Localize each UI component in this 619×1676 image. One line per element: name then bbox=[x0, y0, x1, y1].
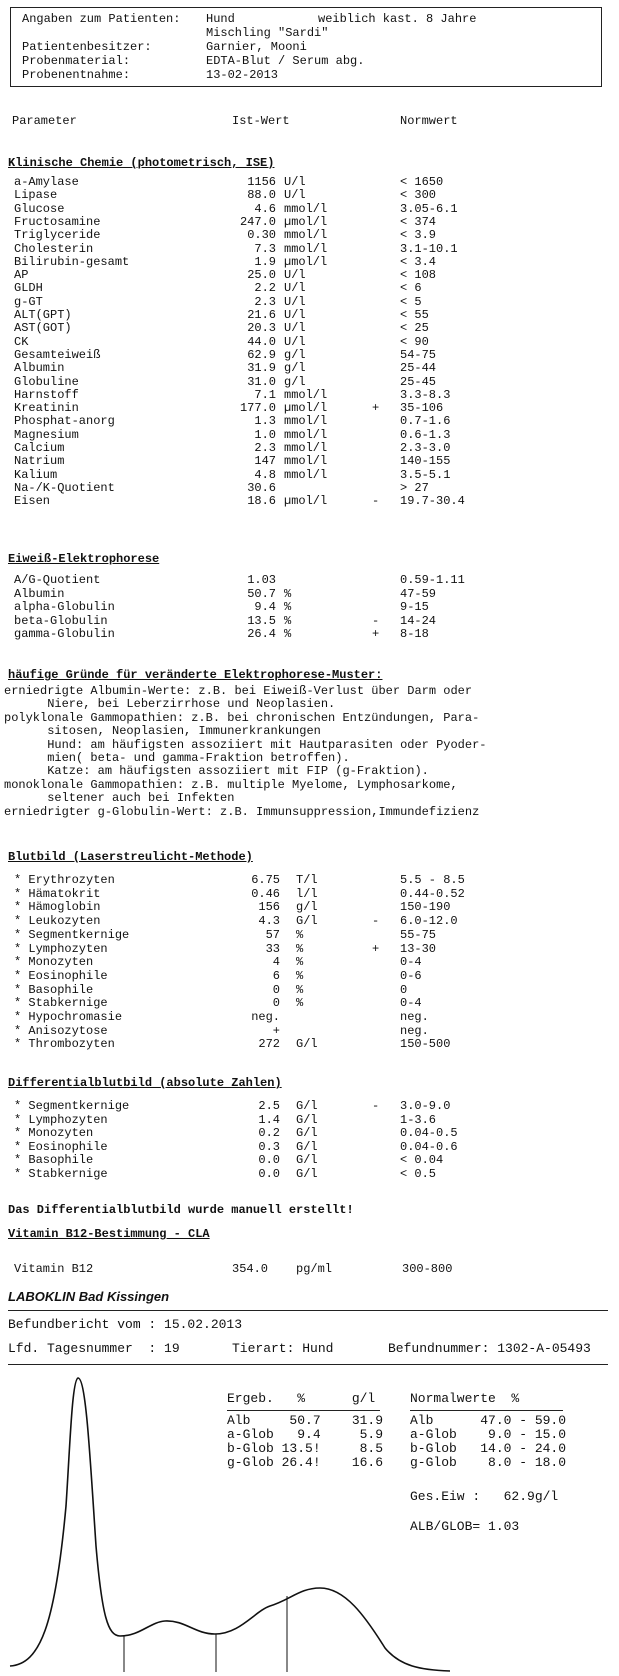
param-value: 6 bbox=[272, 968, 280, 983]
param-value: 26.4 bbox=[247, 627, 276, 641]
param-unit: g/l bbox=[284, 347, 306, 362]
param-unit: mmol/l bbox=[284, 201, 328, 216]
param-name: * Lymphozyten bbox=[14, 941, 108, 956]
param-unit: G/l bbox=[296, 1099, 318, 1113]
param-name: * Monozyten bbox=[14, 1126, 94, 1140]
param-name: AP bbox=[14, 268, 29, 283]
param-name: Natrium bbox=[14, 454, 65, 469]
param-unit: G/l bbox=[296, 1139, 318, 1154]
param-ref: 54-75 bbox=[400, 347, 437, 362]
param-value: 50.7 bbox=[247, 586, 276, 601]
param-value: 9.4 bbox=[254, 600, 276, 614]
param-unit: g/l bbox=[284, 361, 306, 376]
param-flag: + bbox=[372, 941, 380, 956]
param-ref: 0.6-1.3 bbox=[400, 427, 451, 442]
section-title-chemistry: Klinische Chemie (photometrisch, ISE) bbox=[8, 156, 275, 170]
epg-norm-underline bbox=[410, 1410, 563, 1411]
param-value: 31.9 bbox=[247, 361, 276, 376]
param-ref: < 0.04 bbox=[400, 1153, 444, 1167]
param-ref: > 27 bbox=[400, 480, 429, 495]
param-unit: % bbox=[284, 613, 292, 628]
param-value: 2.5 bbox=[258, 1099, 280, 1113]
param-flag: + bbox=[372, 401, 380, 416]
param-value: 1.9 bbox=[254, 254, 276, 269]
param-value: 0.0 bbox=[258, 1166, 280, 1181]
param-ref: 8-18 bbox=[400, 627, 429, 641]
param-ref: 140-155 bbox=[400, 454, 451, 469]
owner-label: Patientenbesitzer: bbox=[22, 40, 152, 54]
epg-norm-row: a-Glob 9.0 - 15.0 bbox=[410, 1427, 567, 1442]
param-name: * Erythrozyten bbox=[14, 873, 115, 887]
param-value: 44.0 bbox=[247, 334, 276, 349]
param-value: 4 bbox=[272, 955, 280, 970]
param-ref: < 108 bbox=[400, 268, 437, 283]
reason-line: seltener auch bei Infekten bbox=[4, 791, 235, 806]
param-name: Magnesium bbox=[14, 427, 79, 442]
param-ref: 25-45 bbox=[400, 374, 437, 389]
report-number: Befundnummer: 1302-A-05493 bbox=[388, 1341, 591, 1356]
param-value: 0.3 bbox=[258, 1139, 280, 1154]
param-name: * Eosinophile bbox=[14, 1139, 108, 1154]
param-value: 147 bbox=[254, 454, 276, 469]
param-ref: 0.04-0.5 bbox=[400, 1126, 458, 1140]
param-value: 1.0 bbox=[254, 427, 276, 442]
epg-norm-row: Alb 47.0 - 59.0 bbox=[410, 1413, 567, 1428]
reason-line: monoklonale Gammopathien: z.B. multiple Myelome, Lymphosarkome, bbox=[4, 777, 458, 792]
section-title-blood-count: Blutbild (Laserstreulicht-Methode) bbox=[8, 850, 253, 864]
param-unit: g/l bbox=[284, 374, 306, 389]
param-name: CK bbox=[14, 334, 29, 349]
param-ref: 1-3.6 bbox=[400, 1112, 437, 1127]
param-ref: < 1650 bbox=[400, 175, 444, 189]
param-name: Lipase bbox=[14, 188, 58, 203]
patient-label: Angaben zum Patienten: bbox=[22, 12, 181, 26]
param-ref: 9-15 bbox=[400, 600, 429, 614]
param-name: Bilirubin-gesamt bbox=[14, 254, 130, 269]
param-value: 30.6 bbox=[247, 480, 276, 495]
epg-total-protein: Ges.Eiw : 62.9g/l bbox=[410, 1489, 559, 1504]
param-ref: < 5 bbox=[400, 294, 422, 309]
vitamin-value: 354.0 bbox=[232, 1262, 269, 1276]
param-name: * Anisozytose bbox=[14, 1023, 108, 1038]
material-label: Probenmaterial: bbox=[22, 54, 131, 68]
report-divider-2 bbox=[8, 1364, 608, 1365]
report-animal: Tierart: Hund bbox=[232, 1341, 334, 1356]
param-value: 0 bbox=[272, 996, 280, 1011]
reason-line: Hund: am häufigsten assoziiert mit Hautparasiten oder Pyoder- bbox=[4, 737, 487, 752]
param-ref: 0-4 bbox=[400, 996, 422, 1011]
param-unit: % bbox=[284, 586, 292, 601]
param-ref: 3.0-9.0 bbox=[400, 1099, 451, 1113]
param-name: Kreatinin bbox=[14, 401, 79, 416]
param-unit: G/l bbox=[296, 1166, 318, 1181]
param-value: 247.0 bbox=[239, 214, 276, 229]
param-unit: % bbox=[296, 968, 304, 983]
epg-norm-row: g-Glob 8.0 - 18.0 bbox=[410, 1455, 567, 1470]
param-ref: 3.3-8.3 bbox=[400, 387, 451, 402]
param-name: Triglyceride bbox=[14, 228, 101, 243]
param-ref: 3.5-5.1 bbox=[400, 467, 451, 482]
param-name: Cholesterin bbox=[14, 241, 94, 256]
param-name: Fructosamine bbox=[14, 214, 101, 229]
material-value: EDTA-Blut / Serum abg. bbox=[206, 54, 365, 68]
param-name: alpha-Globulin bbox=[14, 600, 115, 614]
param-name: * Basophile bbox=[14, 982, 94, 997]
param-ref: 0-6 bbox=[400, 968, 422, 983]
section-title-reasons: häufige Gründe für veränderte Elektrophorese-Muster: bbox=[8, 668, 383, 682]
param-name: Albumin bbox=[14, 361, 65, 376]
param-name: Glucose bbox=[14, 201, 65, 216]
param-unit: U/l bbox=[284, 188, 306, 203]
param-ref: 0.7-1.6 bbox=[400, 414, 451, 429]
patient-breed-name: Mischling "Sardi" bbox=[206, 26, 329, 40]
param-value: 18.6 bbox=[247, 494, 276, 509]
param-name: * Hämatokrit bbox=[14, 886, 101, 901]
param-value: 21.6 bbox=[247, 308, 276, 322]
report-day-number: Lfd. Tagesnummer : 19 bbox=[8, 1341, 180, 1356]
param-value: 0 bbox=[272, 982, 280, 997]
param-value: 57 bbox=[265, 927, 280, 942]
param-name: Calcium bbox=[14, 441, 65, 455]
param-ref: 13-30 bbox=[400, 941, 437, 956]
param-ref: 35-106 bbox=[400, 401, 444, 416]
param-value: 0.0 bbox=[258, 1153, 280, 1167]
param-unit: µmol/l bbox=[284, 401, 328, 416]
param-name: gamma-Globulin bbox=[14, 627, 115, 641]
param-unit: G/l bbox=[296, 1126, 318, 1140]
epg-norm-row: b-Glob 14.0 - 24.0 bbox=[410, 1441, 567, 1456]
report-date: Befundbericht vom : 15.02.2013 bbox=[8, 1317, 243, 1332]
reason-line: mien( beta- und gamma-Fraktion betroffen). bbox=[4, 751, 350, 765]
param-ref: < 25 bbox=[400, 321, 429, 336]
param-name: Phosphat-anorg bbox=[14, 414, 115, 429]
param-name: * Segmentkernige bbox=[14, 1099, 130, 1113]
param-unit: % bbox=[284, 600, 292, 614]
epg-ag-ratio: ALB/GLOB= 1.03 bbox=[410, 1519, 520, 1534]
param-value: 2.3 bbox=[254, 441, 276, 455]
param-value: 4.3 bbox=[258, 914, 280, 929]
param-unit: % bbox=[296, 927, 304, 942]
param-name: * Stabkernige bbox=[14, 1166, 108, 1181]
param-value: 1156 bbox=[247, 175, 276, 189]
epg-result-underline bbox=[227, 1410, 380, 1411]
param-value: 25.0 bbox=[247, 268, 276, 283]
param-value: + bbox=[272, 1023, 280, 1038]
param-ref: 3.05-6.1 bbox=[400, 201, 458, 216]
report-divider bbox=[8, 1310, 608, 1311]
sample-date-value: 13-02-2013 bbox=[206, 68, 279, 82]
param-unit: g/l bbox=[296, 900, 318, 915]
param-unit: G/l bbox=[296, 914, 318, 929]
param-ref: < 3.9 bbox=[400, 228, 437, 243]
param-ref: 150-500 bbox=[400, 1037, 451, 1052]
param-unit: T/l bbox=[296, 873, 318, 887]
param-unit: G/l bbox=[296, 1153, 318, 1167]
param-name: beta-Globulin bbox=[14, 613, 108, 628]
vitamin-name: Vitamin B12 bbox=[14, 1262, 94, 1276]
param-flag: - bbox=[372, 613, 380, 628]
column-parameter: Parameter bbox=[12, 114, 77, 128]
param-unit: U/l bbox=[284, 334, 306, 349]
param-unit: U/l bbox=[284, 281, 306, 296]
patient-species: Hund bbox=[206, 12, 235, 26]
param-ref: 25-44 bbox=[400, 361, 437, 376]
param-unit: % bbox=[296, 955, 304, 970]
param-name: * Stabkernige bbox=[14, 996, 108, 1011]
param-unit: U/l bbox=[284, 175, 306, 189]
param-flag: + bbox=[372, 627, 380, 641]
section-title-electrophoresis: Eiweiß-Elektrophorese bbox=[8, 552, 160, 566]
reason-line: erniedrigter g-Globulin-Wert: z.B. Immunsuppression,Immundefizienz bbox=[4, 804, 480, 819]
owner-name: Garnier, Mooni bbox=[206, 40, 307, 54]
reason-line: polyklonale Gammopathien: z.B. bei chronischen Entzündungen, Para- bbox=[4, 710, 480, 725]
param-ref: < 374 bbox=[400, 214, 437, 229]
param-name: * Leukozyten bbox=[14, 914, 101, 929]
param-ref: 14-24 bbox=[400, 613, 437, 628]
sample-date-label: Probenentnahme: bbox=[22, 68, 131, 82]
param-unit: U/l bbox=[284, 321, 306, 336]
param-value: 156 bbox=[258, 900, 280, 915]
param-ref: 0.44-0.52 bbox=[400, 886, 465, 901]
param-flag: - bbox=[372, 1099, 380, 1113]
epg-result-header: Ergeb. % g/l bbox=[227, 1391, 376, 1406]
param-unit: mmol/l bbox=[284, 427, 328, 442]
section-title-vitamin: Vitamin B12-Bestimmung - CLA bbox=[8, 1227, 210, 1241]
param-value: 2.3 bbox=[254, 294, 276, 309]
param-unit: U/l bbox=[284, 294, 306, 309]
param-value: 33 bbox=[265, 941, 280, 956]
param-name: * Hypochromasie bbox=[14, 1010, 123, 1024]
param-unit: l/l bbox=[296, 886, 318, 901]
param-name: Na-/K-Quotient bbox=[14, 480, 115, 495]
param-name: * Hämoglobin bbox=[14, 900, 101, 915]
param-ref: 19.7-30.4 bbox=[400, 494, 465, 509]
param-unit: mmol/l bbox=[284, 454, 328, 469]
param-value: 6.75 bbox=[251, 873, 280, 887]
param-value: 2.2 bbox=[254, 281, 276, 296]
column-actual-value: Ist-Wert bbox=[232, 114, 290, 128]
reason-line: sitosen, Neoplasien, Immunerkrankungen bbox=[4, 724, 321, 739]
param-name: a-Amylase bbox=[14, 175, 79, 189]
param-value: 7.1 bbox=[254, 387, 276, 402]
param-value: 31.0 bbox=[247, 374, 276, 389]
patient-sex-age: weiblich kast. 8 Jahre bbox=[318, 12, 477, 26]
epg-result-row: a-Glob 9.4 5.9 bbox=[227, 1427, 384, 1442]
param-unit: % bbox=[296, 941, 304, 956]
param-unit: mmol/l bbox=[284, 228, 328, 243]
param-ref: 6.0-12.0 bbox=[400, 914, 458, 929]
param-unit: µmol/l bbox=[284, 254, 328, 269]
param-name: g-GT bbox=[14, 294, 43, 309]
param-name: AST(GOT) bbox=[14, 321, 72, 336]
param-name: Gesamteiweiß bbox=[14, 347, 101, 362]
lab-name: LABOKLIN Bad Kissingen bbox=[8, 1289, 170, 1304]
param-unit: mmol/l bbox=[284, 414, 328, 429]
param-value: 62.9 bbox=[247, 347, 276, 362]
param-ref: 2.3-3.0 bbox=[400, 441, 451, 455]
param-name: GLDH bbox=[14, 281, 43, 296]
section-title-differential: Differentialblutbild (absolute Zahlen) bbox=[8, 1076, 282, 1090]
column-normal-value: Normwert bbox=[400, 114, 458, 128]
param-name: Harnstoff bbox=[14, 387, 79, 402]
param-value: 0.46 bbox=[251, 886, 280, 901]
param-unit: U/l bbox=[284, 268, 306, 283]
param-name: * Lymphozyten bbox=[14, 1112, 108, 1127]
param-ref: 5.5 - 8.5 bbox=[400, 873, 465, 887]
param-ref: 3.1-10.1 bbox=[400, 241, 458, 256]
reason-line: erniedrigte Albumin-Werte: z.B. bei Eiweiß-Verlust über Darm oder bbox=[4, 684, 473, 698]
param-value: 1.3 bbox=[254, 414, 276, 429]
param-unit: U/l bbox=[284, 308, 306, 322]
param-ref: < 6 bbox=[400, 281, 422, 296]
param-value: 20.3 bbox=[247, 321, 276, 336]
param-value: 4.8 bbox=[254, 467, 276, 482]
param-ref: < 300 bbox=[400, 188, 437, 203]
param-name: Globuline bbox=[14, 374, 79, 389]
param-value: 1.4 bbox=[258, 1112, 280, 1127]
manual-note: Das Differentialblutbild wurde manuell erstellt! bbox=[8, 1203, 354, 1217]
reason-line: Katze: am häufigsten assoziiert mit FIP (g-Fraktion). bbox=[4, 764, 429, 779]
param-name: * Segmentkernige bbox=[14, 927, 130, 942]
param-ref: 150-190 bbox=[400, 900, 451, 915]
param-ref: < 55 bbox=[400, 308, 429, 322]
param-ref: 0.59-1.11 bbox=[400, 573, 465, 587]
param-unit: µmol/l bbox=[284, 214, 328, 229]
param-ref: neg. bbox=[400, 1010, 429, 1024]
param-name: ALT(GPT) bbox=[14, 308, 72, 322]
param-ref: 0.04-0.6 bbox=[400, 1139, 458, 1154]
param-value: 177.0 bbox=[239, 401, 276, 416]
param-name: Kalium bbox=[14, 467, 58, 482]
param-unit: mmol/l bbox=[284, 467, 328, 482]
param-value: 13.5 bbox=[247, 613, 276, 628]
param-unit: G/l bbox=[296, 1112, 318, 1127]
param-unit: mmol/l bbox=[284, 441, 328, 455]
param-unit: % bbox=[284, 627, 292, 641]
param-name: * Monozyten bbox=[14, 955, 94, 970]
vitamin-ref: 300-800 bbox=[402, 1262, 453, 1276]
param-name: * Eosinophile bbox=[14, 968, 108, 983]
param-value: 0.30 bbox=[247, 228, 276, 243]
epg-result-row: g-Glob 26.4! 16.6 bbox=[227, 1455, 384, 1470]
param-ref: 55-75 bbox=[400, 927, 437, 942]
param-value: 88.0 bbox=[247, 188, 276, 203]
param-value: neg. bbox=[251, 1010, 280, 1024]
epg-result-row: b-Glob 13.5! 8.5 bbox=[227, 1441, 384, 1456]
param-name: Eisen bbox=[14, 494, 51, 509]
param-unit: G/l bbox=[296, 1037, 318, 1052]
param-value: 272 bbox=[258, 1037, 280, 1052]
param-name: * Basophile bbox=[14, 1153, 94, 1167]
param-unit: mmol/l bbox=[284, 241, 328, 256]
epg-norm-header: Normalwerte % bbox=[410, 1391, 520, 1406]
param-ref: < 0.5 bbox=[400, 1166, 437, 1181]
param-ref: < 90 bbox=[400, 334, 429, 349]
param-name: A/G-Quotient bbox=[14, 573, 101, 587]
param-unit: % bbox=[296, 996, 304, 1011]
param-value: 4.6 bbox=[254, 201, 276, 216]
param-name: * Thrombozyten bbox=[14, 1037, 115, 1052]
param-value: 0.2 bbox=[258, 1126, 280, 1140]
param-unit: mmol/l bbox=[284, 387, 328, 402]
param-value: 1.03 bbox=[247, 573, 276, 587]
reason-line: Niere, bei Leberzirrhose und Neoplasien. bbox=[4, 697, 336, 712]
vitamin-unit: pg/ml bbox=[296, 1262, 333, 1276]
epg-result-row: Alb 50.7 31.9 bbox=[227, 1413, 384, 1428]
param-flag: - bbox=[372, 494, 380, 509]
param-value: 7.3 bbox=[254, 241, 276, 256]
param-flag: - bbox=[372, 914, 380, 929]
param-unit: µmol/l bbox=[284, 494, 328, 509]
param-ref: 0 bbox=[400, 982, 408, 997]
param-ref: 47-59 bbox=[400, 586, 437, 601]
param-ref: 0-4 bbox=[400, 955, 422, 970]
param-unit: % bbox=[296, 982, 304, 997]
param-ref: neg. bbox=[400, 1023, 429, 1038]
param-name: Albumin bbox=[14, 586, 65, 601]
param-ref: < 3.4 bbox=[400, 254, 437, 269]
